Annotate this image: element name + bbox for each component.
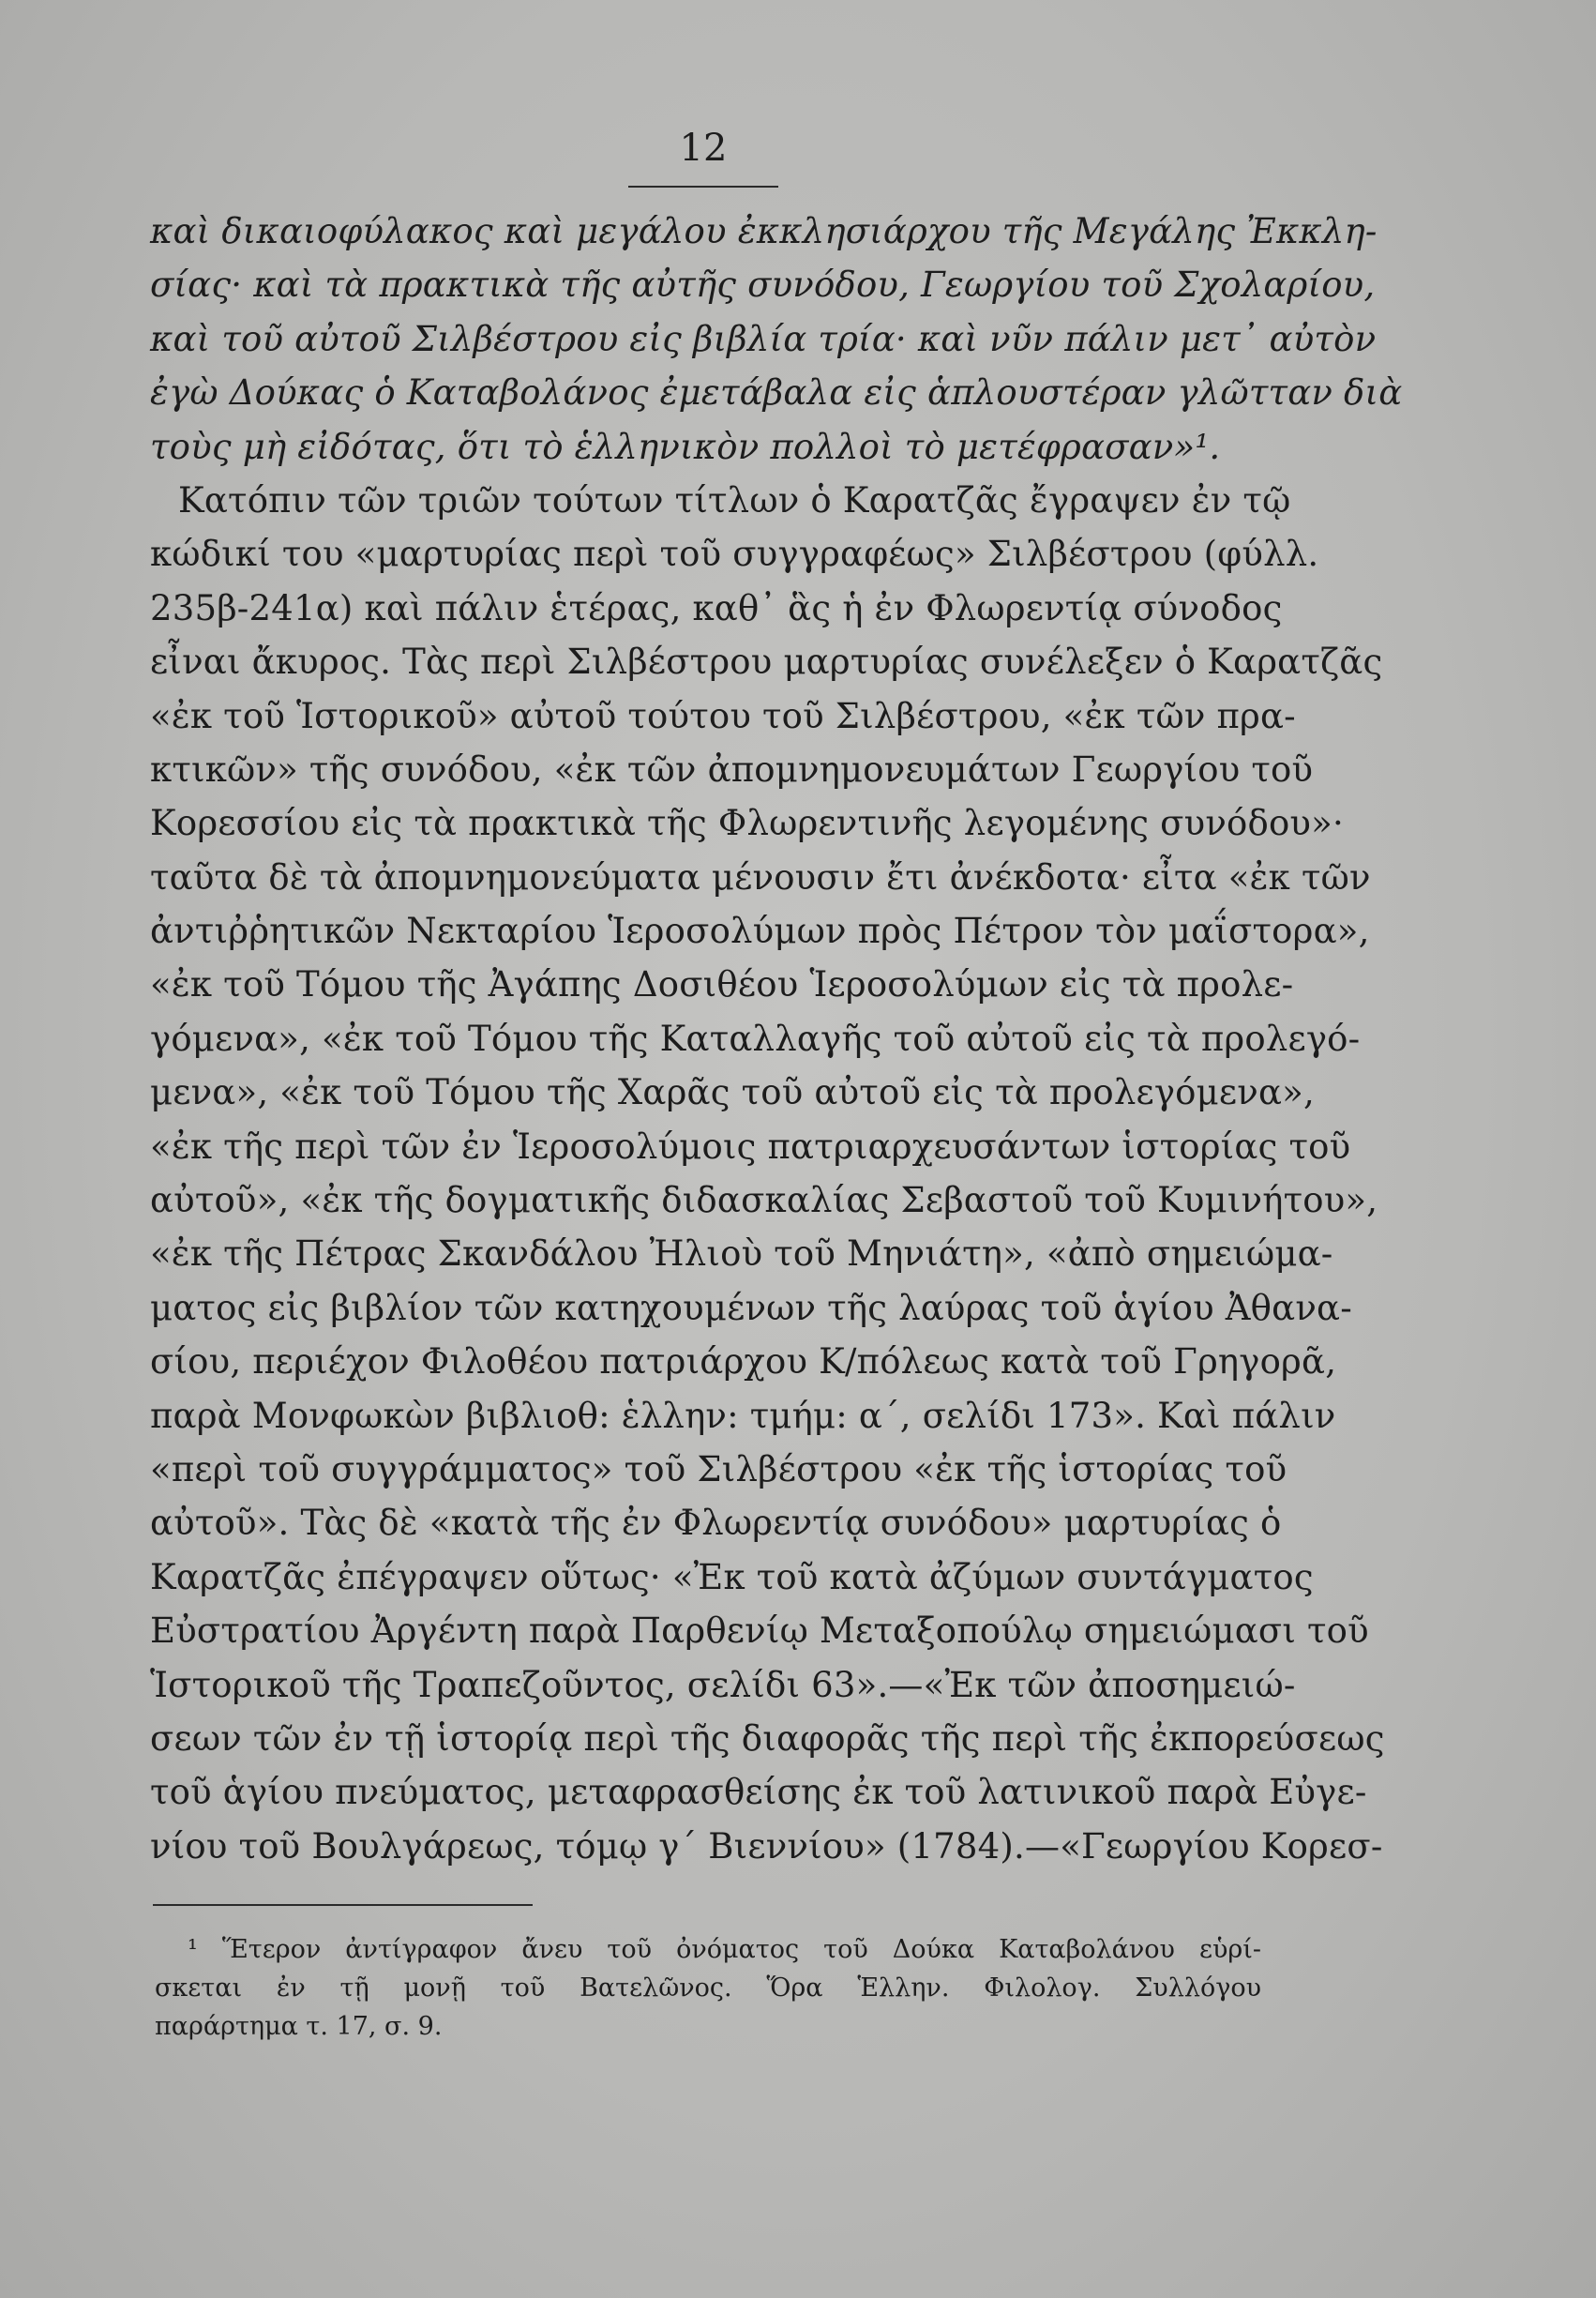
text-line: ματος εἰς βιβλίον τῶν κατηχουμένων τῆς λαύρας τοῦ ἁγίου Ἀθανα- <box>150 1287 1352 1328</box>
text-line: Καρατζᾶς ἐπέγραψεν οὕτως· «Ἐκ τοῦ κατὰ ἀζύμων συντάγματος <box>150 1556 1314 1597</box>
text-line: ταῦτα δὲ τὰ ἀπομνημονεύματα μένουσιν ἔτι ἀνέκδοτα· εἶτα «ἐκ τῶν <box>150 856 1371 898</box>
text-line: καὶ δικαιοφύλακος καὶ μεγάλου ἐκκλησιάρχου τῆς Μεγάλης Ἐκκλη- <box>150 211 1378 251</box>
text-line: «ἐκ τῆς Πέτρας Σκανδάλου Ἠλιοὺ τοῦ Μηνιάτη», «ἀπὸ σημειώμα- <box>150 1233 1333 1275</box>
page-number: 12 <box>679 127 728 170</box>
text-line: Κορεσσίου εἰς τὰ πρακτικὰ τῆς Φλωρεντινῆς λεγομένης συνόδου»· <box>150 803 1344 844</box>
page-number-rule <box>628 186 778 188</box>
footnotes <box>155 1930 1261 2046</box>
footnote-line: ¹ Ἕτερον ἀντίγραφον ἄνευ τοῦ ὀνόματος τοῦ Δούκα Καταβολάνου εὑρί- <box>188 1935 1261 1964</box>
text-line: αὐτοῦ». Τὰς δὲ «κατὰ τῆς ἐν Φλωρεντίᾳ συνόδου» μαρτυρίας ὁ <box>150 1503 1282 1544</box>
footnote-line: σκεται ἐν τῇ μονῇ τοῦ Βατελῶνος. Ὅρα Ἑλλην. Φιλολογ. Συλλόγου <box>155 1973 1261 2003</box>
footnote-line: παράρτημα τ. 17, σ. 9. <box>155 2012 443 2041</box>
text-line: Κατόπιν τῶν τριῶν τούτων τίτλων ὁ Καρατζᾶς ἔγραψεν ἐν τῷ <box>178 479 1291 521</box>
text-line: ἐγὼ Δούκας ὁ Καταβολάνος ἐμετάβαλα εἰς ἁπλουστέραν γλῶτταν διὰ <box>150 372 1403 414</box>
text-line: γόμενα», «ἐκ τοῦ Τόμου τῆς Καταλλαγῆς τοῦ αὐτοῦ εἰς τὰ προλεγό- <box>150 1018 1361 1059</box>
text-line: Εὐστρατίου Ἀργέντη παρὰ Παρθενίῳ Μεταξοπούλῳ σημειώμασι τοῦ <box>150 1610 1369 1652</box>
text-line: εἶναι ἄκυρος. Τὰς περὶ Σιλβέστρου μαρτυρίας συνέλεξεν ὁ Καρατζᾶς <box>150 642 1383 683</box>
text-line: 235β-241α) καὶ πάλιν ἑτέρας, καθ᾽ ἃς ἡ ἐν Φλωρεντίᾳ σύνοδος <box>150 587 1283 628</box>
text-line: σεων τῶν ἐν τῇ ἱστορίᾳ περὶ τῆς διαφορᾶς τῆς περὶ τῆς ἐκπορεύσεως <box>150 1717 1385 1759</box>
text-line: κώδικί του «μαρτυρίας περὶ τοῦ συγγραφέως» Σιλβέστρου (φύλλ. <box>150 534 1319 575</box>
text-line: Ἱστορικοῦ τῆς Τραπεζοῦντος, σελίδι 63».—«Ἐκ τῶν ἀποσημειώ- <box>150 1664 1296 1705</box>
text-line: σίας· καὶ τὰ πρακτικὰ τῆς αὐτῆς συνόδου, Γεωργίου τοῦ Σχολαρίου, <box>150 265 1376 306</box>
text-line: ἀντιῤῥητικῶν Νεκταρίου Ἱεροσολύμων πρὸς Πέτρον τὸν μαΐστορα», <box>150 911 1370 952</box>
text-line: νίου τοῦ Βουλγάρεως, τόμῳ γ΄ Βιεννίου» (1784).—«Γεωργίου Κορεσ- <box>150 1825 1383 1867</box>
text-line: παρὰ Μονφωκὼν βιβλιοθ: ἑλλην: τμήμ: α΄, σελίδι 173». Καὶ πάλιν <box>150 1395 1336 1436</box>
text-line: αὐτοῦ», «ἐκ τῆς δογματικῆς διδασκαλίας Σεβαστοῦ τοῦ Κυμινήτου», <box>150 1180 1378 1221</box>
text-line: καὶ τοῦ αὐτοῦ Σιλβέστρου εἰς βιβλία τρία· καὶ νῦν πάλιν μετ᾽ αὐτὸν <box>150 318 1377 359</box>
text-line: σίου, περιέχον Φιλοθέου πατριάρχου Κ/πόλεως κατὰ τοῦ Γρηγορᾶ, <box>150 1341 1337 1383</box>
text-line: «περὶ τοῦ συγγράμματος» τοῦ Σιλβέστρου «ἐκ τῆς ἱστορίας τοῦ <box>150 1448 1287 1489</box>
body-text <box>150 204 1403 1873</box>
text-line: τοὺς μὴ εἰδότας, ὅτι τὸ ἑλληνικὸν πολλοὶ τὸ μετέφρασαν»¹. <box>150 426 1221 467</box>
footnote-rule <box>153 1904 533 1906</box>
text-line: κτικῶν» τῆς συνόδου, «ἐκ τῶν ἀπομνημονευμάτων Γεωργίου τοῦ <box>150 748 1314 790</box>
text-line: «ἐκ τῆς περὶ τῶν ἐν Ἱεροσολύμοις πατριαρχευσάντων ἱστορίας τοῦ <box>150 1126 1351 1167</box>
text-line: τοῦ ἁγίου πνεύματος, μεταφρασθείσης ἐκ τοῦ λατινικοῦ παρὰ Εὐγε- <box>150 1772 1367 1813</box>
text-line: «ἐκ τοῦ Ἱστορικοῦ» αὐτοῦ τούτου τοῦ Σιλβέστρου, «ἐκ τῶν πρα- <box>150 695 1296 736</box>
text-line: «ἐκ τοῦ Τόμου τῆς Ἀγάπης Δοσιθέου Ἱεροσολύμων εἰς τὰ προλε- <box>150 964 1294 1005</box>
text-line: μενα», «ἐκ τοῦ Τόμου τῆς Χαρᾶς τοῦ αὐτοῦ εἰς τὰ προλεγόμενα», <box>150 1072 1315 1113</box>
